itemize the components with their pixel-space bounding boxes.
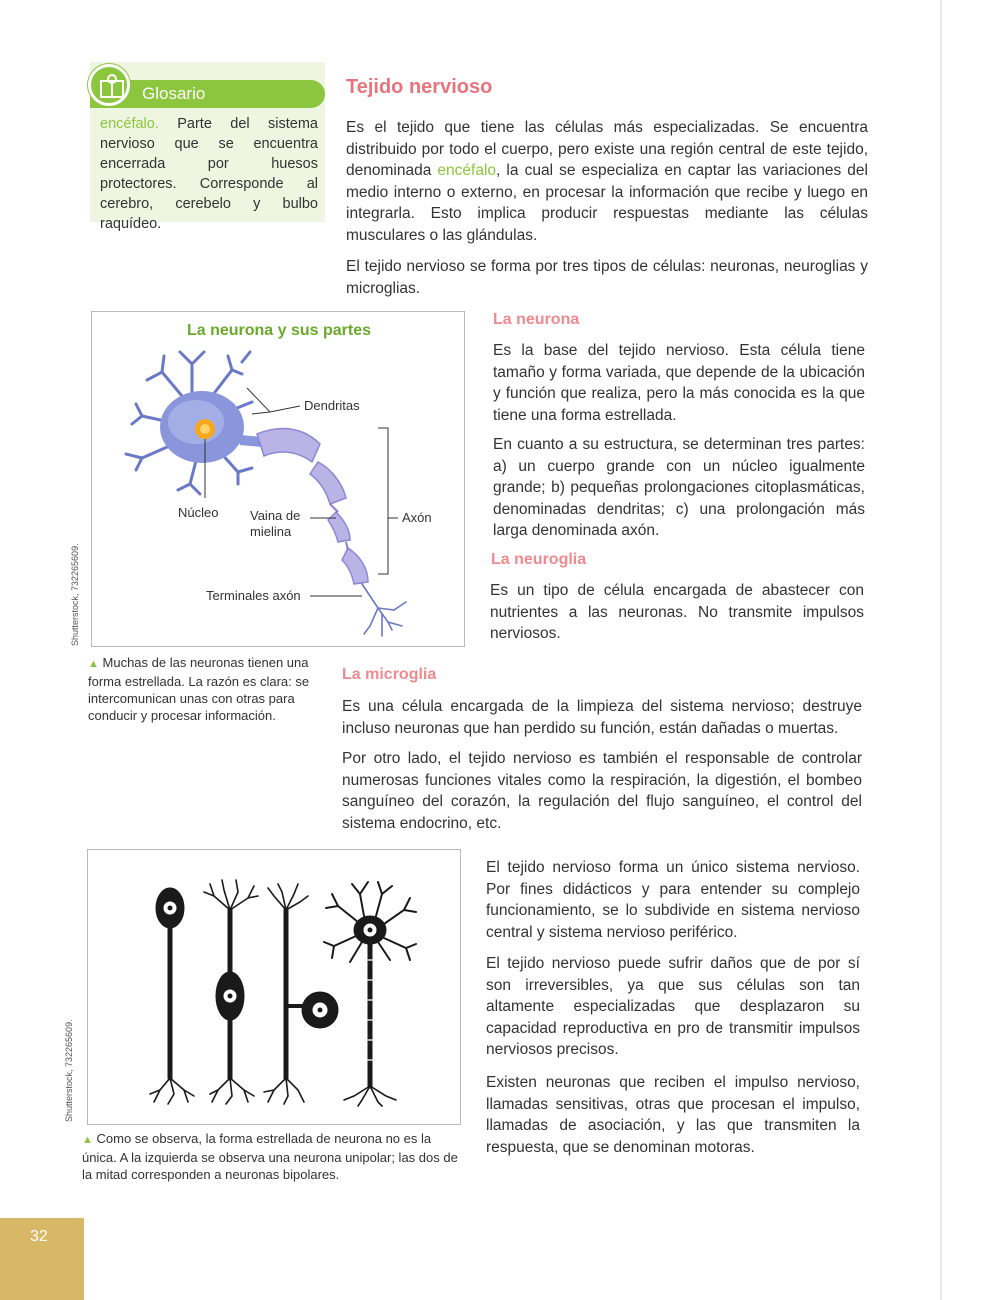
neurona-paragraph-1: Es la base del tejido nervioso. Esta célula tiene tamaño y forma variada, que depende de la ubicación y función que realiza, pero la más conocida es la que tiene una forma estrellada.	[493, 342, 865, 424]
neurona-heading: La neurona	[493, 311, 580, 328]
page-edge	[940, 0, 942, 1300]
label-axon: Axón	[402, 510, 432, 525]
intro-paragraph	[346, 117, 868, 246]
label-terminales: Terminales axón	[206, 588, 301, 603]
triangle-icon: ▲	[88, 658, 99, 670]
microglia-paragraph-1: Es una célula encargada de la limpieza del sistema nervioso; destruye incluso neuronas que han perdido su función, están dañadas o muertas.	[342, 698, 862, 737]
label-nucleo: Núcleo	[178, 505, 219, 520]
neuroglia-paragraph: Es un tipo de célula encargada de abastecer con nutrientes a las neuronas. No transmite impulsos nerviosos.	[490, 582, 864, 642]
label-dendritas: Dendritas	[304, 398, 360, 413]
closing-paragraph-3: Existen neuronas que reciben el impulso nervioso, llamadas sensitivas, otras que procesan el impulso, llamadas de asociación, y las que transmiten la respuesta, que se denominan motoras.	[486, 1074, 860, 1156]
page-title: Tejido nervioso	[346, 76, 493, 98]
microglia-heading: La microglia	[342, 666, 437, 683]
intro-term: encéfalo	[437, 162, 497, 179]
glossary-definition	[100, 114, 318, 234]
cell-types-paragraph: El tejido nervioso se forma por tres tipos de células: neuronas, neuroglias y microglias.	[346, 258, 868, 297]
neuroglia-heading: La neuroglia	[491, 551, 587, 568]
neuron-caption	[88, 654, 320, 724]
neurona-paragraph-2: En cuanto a su estructura, se determinan tres partes: a) un cuerpo grande con un núcleo igualmente grande; b) pequeñas prolongaciones citoplasmáticas, denominadas dendritas; c) una prolongación más larga denominada axón.	[493, 436, 865, 539]
neuron-types-caption-text: Como se observa, la forma estrellada de neurona no es la única. A la izquierda se observa una neurona unipolar; las dos de la mitad corresponden a neuronas bipolares.	[82, 1131, 458, 1182]
glossary-term: encéfalo.	[100, 116, 159, 132]
triangle-icon: ▲	[82, 1134, 93, 1146]
label-vaina: Vaina de mielina	[250, 508, 301, 539]
neuron-figure	[91, 311, 465, 647]
image-credit-1: Shutterstock, 732265609.	[70, 543, 80, 646]
book-icon	[88, 64, 130, 106]
neuron-caption-text: Muchas de las neuronas tienen una forma estrellada. La razón es clara: se intercomunican unas con otras para conducir y procesar información.	[88, 655, 310, 723]
glossary-definition-text: Parte del sistema nervioso que se encuentra encerrada por huesos protectores. Corresponde al cerebro, cerebelo y bulbo raquídeo.	[100, 116, 318, 232]
intro-text-b: , la cual se especializa en captar las variaciones del medio interno o externo, en procesar la información que recibe y luego en integrarla. Esto implica producir respuestas mediante las células musculares o las glándulas.	[346, 162, 868, 244]
closing-paragraph-2: El tejido nervioso puede sufrir daños que de por sí son irreversibles, ya que sus células son tan altamente especializadas que desplazaron su capacidad reproductiva en pro de transmitir impulsos nerviosos precisos.	[486, 955, 860, 1058]
microglia-paragraph-2: Por otro lado, el tejido nervioso es también el responsable de controlar numerosas funciones vitales como la respiración, la digestión, el bombeo sanguíneo del corazón, la regulación del flujo sanguíneo, el control del sistema endocrino, etc.	[342, 750, 862, 832]
neuron-types-figure	[87, 849, 461, 1125]
glossary-title: Glosario	[142, 84, 206, 103]
neuron-types-caption	[82, 1130, 460, 1183]
intro-text-a: Es el tejido que tiene las células más especializadas. Se encuentra distribuido por todo el cuerpo, pero existe una región central de este tejido, denominada	[346, 119, 868, 179]
glossary-box	[90, 62, 325, 232]
neuron-types-illustration	[88, 850, 462, 1126]
closing-paragraph-1: El tejido nervioso forma un único sistema nervioso. Por fines didácticos y para entender su complejo funcionamiento, se lo subdivide en sistema nervioso central y sistema nervioso periférico.	[486, 859, 860, 941]
image-credit-2: Shutterstock, 732265609.	[64, 1019, 74, 1122]
page-number: 32	[30, 1228, 48, 1245]
neuron-figure-title: La neurona y sus partes	[186, 322, 372, 339]
